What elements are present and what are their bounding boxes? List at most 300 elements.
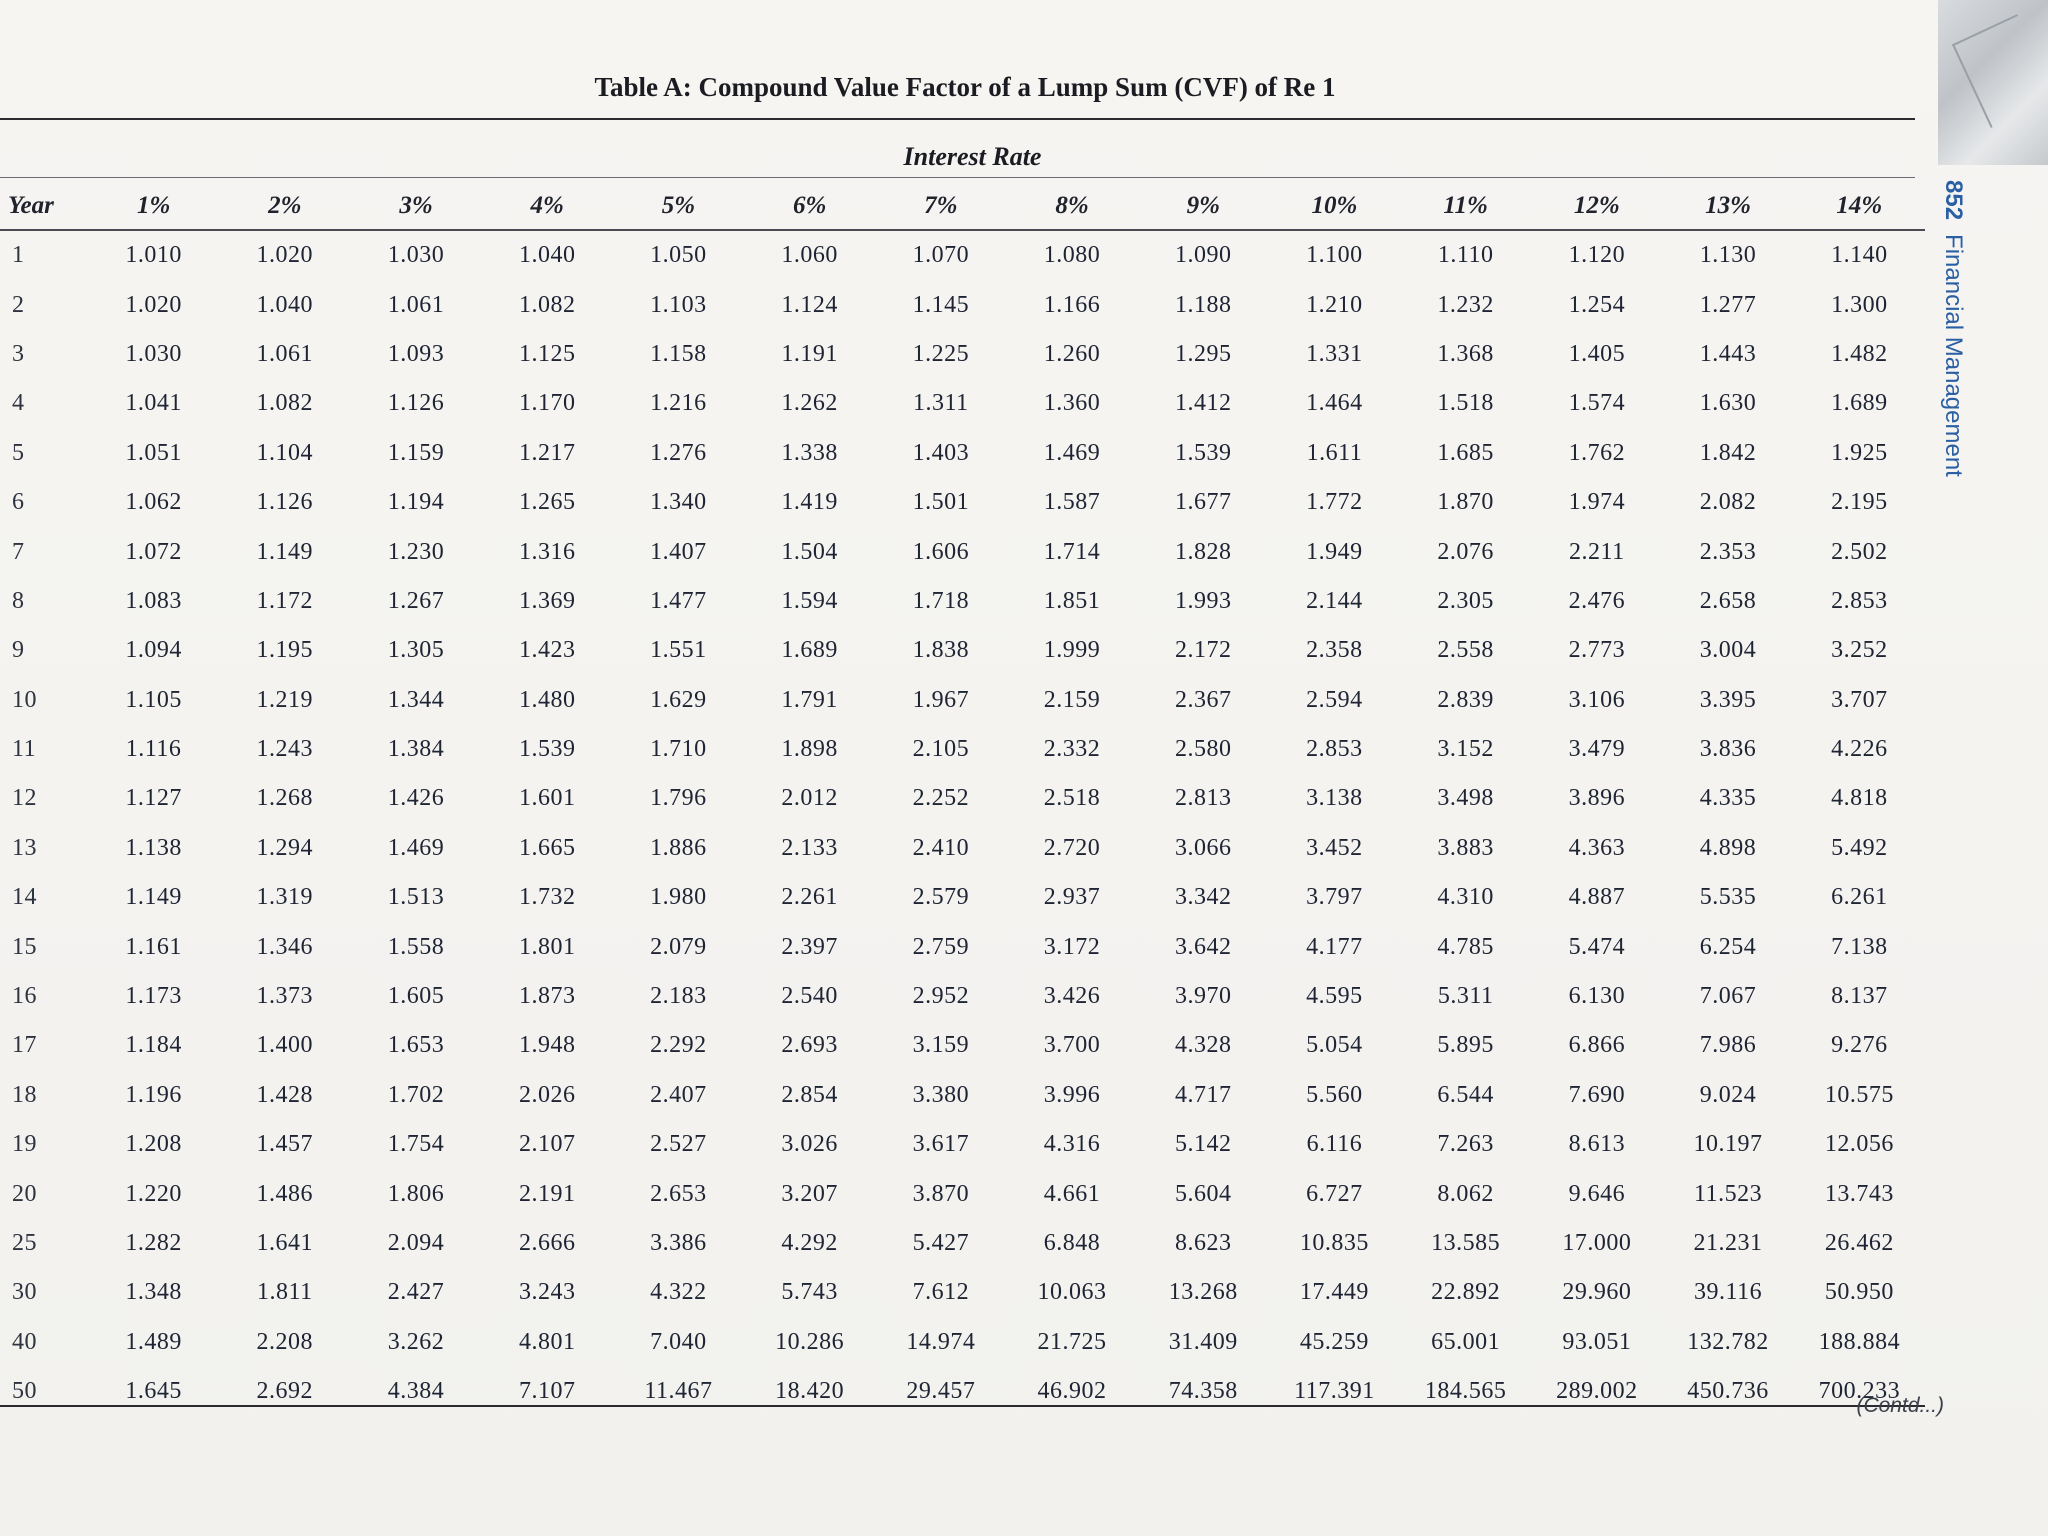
factor-cell: 2.579 (912, 884, 970, 911)
factor-cell: 6.848 (1043, 1230, 1101, 1256)
factor-cell: 117.391 (1294, 1378, 1375, 1405)
factor-cell: 1.641 (256, 1230, 314, 1256)
year-cell: 8 (12, 587, 25, 614)
factor-cell: 6.254 (1699, 933, 1757, 960)
factor-cell: 1.158 (650, 340, 707, 367)
factor-cell: 4.384 (387, 1378, 445, 1405)
factor-cell: 4.316 (1043, 1131, 1101, 1158)
factor-cell: 3.883 (1437, 834, 1494, 861)
table-row (0, 230, 1925, 280)
factor-cell: 1.260 (1043, 340, 1101, 367)
header-rate: 11% (1443, 192, 1488, 219)
factor-cell: 450.736 (1687, 1378, 1769, 1405)
factor-cell: 1.267 (387, 587, 445, 614)
factor-cell: 3.707 (1831, 686, 1888, 713)
factor-cell: 5.895 (1437, 1032, 1494, 1059)
factor-cell: 10.286 (775, 1328, 845, 1355)
factor-cell: 1.277 (1699, 291, 1757, 318)
factor-cell: 2.252 (912, 785, 970, 812)
factor-cell: 1.428 (256, 1081, 314, 1108)
factor-cell: 2.580 (1174, 736, 1232, 763)
factor-cell: 1.120 (1568, 242, 1626, 269)
factor-cell: 1.685 (1437, 439, 1494, 466)
factor-cell: 1.348 (125, 1279, 182, 1306)
table-row (0, 1268, 1925, 1317)
factor-cell: 1.294 (256, 834, 314, 861)
factor-cell: 1.412 (1174, 390, 1232, 417)
factor-cell: 1.040 (256, 291, 314, 318)
factor-cell: 1.949 (1306, 538, 1363, 565)
factor-cell: 1.093 (387, 340, 445, 367)
factor-cell: 1.653 (387, 1032, 445, 1059)
factor-cell: 31.409 (1168, 1328, 1238, 1355)
factor-cell: 1.629 (650, 686, 707, 713)
year-cell: 17 (12, 1032, 37, 1059)
factor-cell: 1.974 (1568, 489, 1626, 516)
header-rate: 12% (1573, 192, 1620, 219)
factor-cell: 2.692 (256, 1378, 314, 1405)
factor-cell: 1.403 (912, 439, 970, 466)
table-row (0, 527, 1925, 576)
factor-cell: 1.518 (1437, 390, 1494, 417)
factor-cell: 1.539 (1174, 439, 1232, 466)
factor-cell: 3.896 (1568, 785, 1626, 812)
factor-cell: 1.405 (1568, 340, 1626, 367)
factor-cell: 2.094 (387, 1230, 445, 1256)
factor-cell: 1.898 (781, 736, 838, 763)
factor-cell: 4.335 (1699, 785, 1757, 812)
factor-cell: 14.974 (906, 1328, 976, 1355)
factor-cell: 2.208 (256, 1328, 314, 1355)
factor-cell: 13.585 (1431, 1230, 1501, 1256)
factor-cell: 1.217 (518, 439, 576, 466)
factor-cell: 1.050 (650, 242, 707, 269)
table-row (0, 1219, 1925, 1268)
factor-cell: 6.727 (1306, 1180, 1363, 1207)
factor-cell: 5.054 (1306, 1032, 1363, 1059)
factor-cell: 6.866 (1568, 1032, 1626, 1059)
factor-cell: 1.338 (781, 439, 838, 466)
factor-cell: 13.268 (1168, 1279, 1238, 1306)
factor-cell: 1.384 (387, 736, 445, 763)
factor-cell: 3.836 (1699, 736, 1757, 763)
factor-cell: 1.188 (1174, 291, 1232, 318)
table-row (0, 379, 1925, 428)
header-rate: 9% (1186, 192, 1220, 219)
factor-cell: 1.999 (1043, 637, 1101, 664)
factor-cell: 93.051 (1562, 1328, 1632, 1355)
table-row (0, 873, 1925, 922)
factor-cell: 45.259 (1299, 1328, 1369, 1355)
factor-cell: 1.718 (912, 587, 970, 614)
subhead-rule (0, 177, 1915, 178)
factor-cell: 5.492 (1831, 834, 1888, 861)
factor-cell: 3.243 (518, 1279, 576, 1306)
factor-cell: 3.252 (1831, 637, 1888, 664)
year-cell: 20 (12, 1180, 37, 1207)
factor-cell: 1.159 (387, 439, 445, 466)
factor-cell: 21.231 (1693, 1230, 1763, 1256)
factor-cell: 3.152 (1437, 736, 1494, 763)
table-row (0, 577, 1925, 626)
factor-cell: 3.207 (781, 1180, 838, 1207)
table-row (0, 1021, 1925, 1070)
year-cell: 4 (12, 390, 25, 417)
factor-cell: 3.004 (1699, 637, 1757, 664)
factor-cell: 2.518 (1043, 785, 1101, 812)
factor-cell: 17.000 (1562, 1230, 1632, 1256)
factor-cell: 1.316 (518, 538, 576, 565)
factor-cell: 1.501 (912, 489, 970, 516)
factor-cell: 2.813 (1174, 785, 1232, 812)
factor-cell: 2.159 (1043, 686, 1101, 713)
factor-cell: 1.419 (781, 489, 838, 516)
factor-cell: 1.268 (256, 785, 314, 812)
factor-cell: 1.925 (1831, 439, 1888, 466)
factor-cell: 1.116 (125, 736, 182, 763)
factor-cell: 11.523 (1693, 1180, 1763, 1207)
factor-cell: 1.426 (387, 785, 445, 812)
year-cell: 2 (12, 291, 25, 318)
header-year: Year (8, 192, 54, 219)
year-cell: 50 (12, 1378, 37, 1405)
header-rate: 7% (924, 192, 958, 219)
factor-cell: 1.082 (256, 390, 314, 417)
factor-cell: 1.276 (650, 439, 707, 466)
factor-cell: 5.142 (1174, 1131, 1232, 1158)
table-row (0, 725, 1925, 774)
factor-cell: 2.082 (1699, 489, 1757, 516)
factor-cell: 1.464 (1306, 390, 1363, 417)
header-rate: 5% (661, 192, 696, 219)
factor-cell: 2.720 (1043, 834, 1101, 861)
factor-cell: 1.551 (650, 637, 707, 664)
factor-cell: 1.216 (650, 390, 707, 417)
factor-cell: 22.892 (1431, 1279, 1501, 1306)
factor-cell: 1.040 (518, 242, 576, 269)
factor-cell: 3.452 (1306, 834, 1363, 861)
factor-cell: 29.457 (906, 1378, 976, 1405)
factor-cell: 13.743 (1824, 1180, 1894, 1207)
factor-cell: 1.020 (125, 291, 182, 318)
header-rate: 4% (530, 192, 564, 219)
page-number: 852 (1940, 180, 1967, 221)
factor-cell: 1.873 (518, 983, 576, 1010)
factor-cell: 1.480 (518, 686, 576, 713)
year-cell: 3 (12, 340, 25, 367)
factor-cell: 2.540 (781, 983, 838, 1010)
factor-cell: 1.126 (387, 390, 445, 417)
factor-cell: 2.172 (1174, 637, 1232, 664)
year-cell: 12 (12, 785, 37, 812)
factor-cell: 1.020 (256, 242, 314, 269)
factor-cell: 1.886 (650, 834, 707, 861)
factor-cell: 2.666 (518, 1230, 576, 1256)
year-cell: 10 (12, 686, 37, 713)
table-row (0, 922, 1925, 971)
year-cell: 19 (12, 1131, 37, 1158)
header-rate: 3% (399, 192, 433, 219)
factor-cell: 6.544 (1437, 1081, 1494, 1108)
factor-cell: 1.300 (1831, 291, 1888, 318)
factor-cell: 1.331 (1306, 340, 1363, 367)
factor-cell: 10.575 (1824, 1081, 1894, 1108)
factor-cell: 1.170 (518, 390, 576, 417)
bottom-rule (0, 1405, 1925, 1407)
factor-cell: 10.197 (1693, 1131, 1763, 1158)
factor-cell: 4.898 (1699, 834, 1757, 861)
factor-cell: 1.100 (1306, 242, 1363, 269)
factor-cell: 2.195 (1831, 489, 1888, 516)
factor-cell: 4.717 (1174, 1081, 1232, 1108)
factor-cell: 1.195 (256, 637, 314, 664)
year-cell: 14 (12, 884, 37, 911)
factor-cell: 4.177 (1306, 933, 1363, 960)
factor-cell: 2.397 (781, 933, 838, 960)
factor-cell: 2.079 (650, 933, 707, 960)
factor-cell: 1.791 (781, 686, 838, 713)
factor-cell: 2.427 (387, 1279, 445, 1306)
factor-cell: 1.105 (125, 686, 182, 713)
factor-cell: 74.358 (1168, 1378, 1238, 1405)
factor-cell: 3.498 (1437, 785, 1494, 812)
factor-cell: 17.449 (1299, 1279, 1369, 1306)
running-head-title: Financial Management (1940, 234, 1967, 477)
factor-cell: 7.263 (1437, 1131, 1494, 1158)
factor-cell: 8.137 (1831, 983, 1888, 1010)
factor-cell: 1.173 (125, 983, 182, 1010)
factor-cell: 1.103 (650, 291, 707, 318)
factor-cell: 5.743 (781, 1279, 838, 1306)
factor-cell: 1.072 (125, 538, 182, 565)
factor-cell: 1.140 (1831, 242, 1888, 269)
year-cell: 11 (12, 736, 37, 763)
continued-note: (Contd...) (1856, 1394, 1944, 1417)
factor-cell: 3.970 (1174, 983, 1232, 1010)
factor-cell: 1.838 (912, 637, 970, 664)
factor-cell: 1.993 (1174, 587, 1232, 614)
factor-cell: 1.051 (125, 439, 182, 466)
header-rate: 14% (1836, 192, 1883, 219)
factor-cell: 1.265 (518, 489, 576, 516)
factor-cell: 11.467 (644, 1378, 713, 1405)
factor-cell: 3.386 (650, 1230, 707, 1256)
factor-cell: 8.623 (1174, 1230, 1232, 1256)
factor-cell: 3.159 (912, 1032, 970, 1059)
factor-cell: 2.353 (1699, 538, 1757, 565)
table-row (0, 626, 1925, 675)
interest-rate-heading: Interest Rate (903, 142, 1042, 171)
factor-cell: 8.613 (1568, 1131, 1626, 1158)
factor-cell: 1.344 (387, 686, 445, 713)
year-cell: 15 (12, 933, 37, 960)
table-row (0, 774, 1925, 823)
factor-cell: 1.295 (1174, 340, 1232, 367)
factor-cell: 1.504 (781, 538, 838, 565)
table-title: Table A: Compound Value Factor of a Lump Sum (CVF) of Re 1 (594, 72, 1336, 102)
table-row (0, 1120, 1925, 1169)
factor-cell: 2.107 (518, 1131, 576, 1158)
running-head (1935, 180, 1975, 520)
factor-cell: 3.479 (1568, 736, 1626, 763)
factor-cell: 1.319 (256, 884, 314, 911)
factor-cell: 1.469 (387, 834, 445, 861)
table-row (0, 429, 1925, 478)
factor-cell: 1.482 (1831, 340, 1888, 367)
factor-cell: 1.254 (1568, 291, 1626, 318)
table-row (0, 972, 1925, 1021)
table-row (0, 1318, 1925, 1367)
factor-cell: 1.061 (387, 291, 445, 318)
factor-cell: 1.161 (125, 933, 182, 960)
factor-cell: 2.012 (781, 785, 838, 812)
factor-cell: 7.040 (650, 1328, 707, 1355)
year-cell: 25 (12, 1230, 37, 1256)
header-rate: 2% (268, 192, 302, 219)
factor-cell: 1.346 (256, 933, 314, 960)
factor-cell: 3.138 (1306, 785, 1363, 812)
factor-cell: 3.797 (1306, 884, 1363, 911)
factor-cell: 1.184 (125, 1032, 182, 1059)
year-cell: 18 (12, 1081, 37, 1108)
factor-cell: 1.606 (912, 538, 970, 565)
factor-cell: 4.887 (1568, 884, 1626, 911)
factor-cell: 4.328 (1174, 1032, 1232, 1059)
factor-cell: 1.732 (518, 884, 576, 911)
factor-cell: 1.611 (1306, 439, 1363, 466)
factor-cell: 2.407 (650, 1081, 707, 1108)
year-cell: 7 (12, 538, 25, 565)
factor-cell: 3.066 (1174, 834, 1232, 861)
factor-cell: 4.801 (518, 1328, 576, 1355)
factor-cell: 2.853 (1831, 587, 1888, 614)
table-row (0, 824, 1925, 873)
factor-cell: 2.367 (1174, 686, 1232, 713)
factor-cell: 7.690 (1568, 1081, 1626, 1108)
factor-cell: 1.262 (781, 390, 838, 417)
table-row (0, 1071, 1925, 1120)
factor-cell: 1.630 (1699, 390, 1757, 417)
factor-cell: 3.700 (1043, 1032, 1101, 1059)
factor-cell: 1.677 (1174, 489, 1232, 516)
year-cell: 13 (12, 834, 37, 861)
factor-cell: 1.772 (1306, 489, 1363, 516)
table-body (0, 230, 1925, 1416)
factor-cell: 1.710 (650, 736, 707, 763)
factor-cell: 1.601 (518, 785, 576, 812)
factor-cell: 1.130 (1699, 242, 1757, 269)
factor-cell: 4.226 (1831, 736, 1888, 763)
factor-cell: 1.194 (387, 489, 445, 516)
factor-cell: 1.062 (125, 489, 182, 516)
factor-cell: 1.083 (125, 587, 182, 614)
factor-cell: 3.426 (1043, 983, 1101, 1010)
factor-cell: 2.594 (1306, 686, 1363, 713)
factor-cell: 1.702 (387, 1081, 445, 1108)
factor-cell: 1.851 (1043, 587, 1101, 614)
factor-cell: 1.443 (1699, 340, 1757, 367)
factor-cell: 1.373 (256, 983, 314, 1010)
factor-cell: 3.395 (1699, 686, 1757, 713)
factor-cell: 1.811 (257, 1279, 313, 1306)
factor-cell: 2.076 (1437, 538, 1494, 565)
year-cell: 16 (12, 983, 37, 1010)
factor-cell: 46.902 (1037, 1378, 1107, 1405)
factor-cell: 2.658 (1699, 587, 1757, 614)
table-row (0, 330, 1925, 379)
table-row (0, 280, 1925, 329)
factor-cell: 2.502 (1831, 538, 1888, 565)
table-header-row (0, 183, 1925, 230)
header-rate: 6% (792, 192, 827, 219)
factor-cell: 1.196 (125, 1081, 182, 1108)
factor-cell: 1.360 (1043, 390, 1101, 417)
factor-cell: 4.818 (1831, 785, 1888, 812)
header-rate: 13% (1705, 192, 1751, 219)
factor-cell: 7.612 (912, 1279, 970, 1306)
factor-cell: 4.595 (1306, 983, 1363, 1010)
factor-cell: 10.835 (1299, 1230, 1369, 1256)
factor-cell: 6.116 (1306, 1131, 1363, 1158)
top-rule (0, 118, 1915, 120)
factor-cell: 4.310 (1437, 884, 1494, 911)
factor-cell: 39.116 (1693, 1279, 1763, 1306)
factor-cell: 1.030 (125, 340, 182, 367)
factor-cell: 3.172 (1043, 933, 1101, 960)
factor-cell: 2.839 (1437, 686, 1494, 713)
factor-cell: 3.342 (1174, 884, 1232, 911)
factor-cell: 2.653 (650, 1180, 707, 1207)
factor-cell: 29.960 (1562, 1279, 1632, 1306)
factor-cell: 1.243 (256, 736, 314, 763)
header-rate: 1% (136, 192, 171, 219)
factor-cell: 21.725 (1037, 1328, 1107, 1355)
factor-cell: 9.276 (1831, 1032, 1888, 1059)
factor-cell: 6.130 (1568, 983, 1626, 1010)
year-cell: 5 (12, 439, 25, 466)
factor-cell: 1.061 (256, 340, 314, 367)
factor-cell: 1.282 (125, 1230, 182, 1256)
factor-cell: 188.884 (1818, 1328, 1901, 1355)
factor-cell: 1.208 (125, 1131, 182, 1158)
factor-cell: 184.565 (1424, 1378, 1507, 1405)
factor-cell: 7.107 (518, 1378, 576, 1405)
factor-cell: 1.126 (256, 489, 314, 516)
factor-cell: 26.462 (1824, 1230, 1894, 1256)
factor-cell: 1.605 (387, 983, 445, 1010)
factor-cell: 5.427 (912, 1230, 970, 1256)
factor-cell: 1.070 (912, 242, 970, 269)
factor-cell: 4.661 (1043, 1180, 1101, 1207)
factor-cell: 1.060 (781, 242, 838, 269)
factor-cell: 2.144 (1306, 587, 1363, 614)
table-row (0, 1169, 1925, 1218)
factor-cell: 2.527 (650, 1131, 707, 1158)
year-cell: 9 (12, 637, 25, 664)
factor-cell: 2.773 (1568, 637, 1626, 664)
factor-cell: 1.305 (387, 637, 445, 664)
factor-cell: 4.322 (650, 1279, 707, 1306)
factor-cell: 3.262 (387, 1328, 445, 1355)
factor-cell: 1.558 (387, 933, 445, 960)
factor-cell: 1.145 (912, 291, 970, 318)
factor-cell: 1.191 (781, 340, 838, 367)
factor-cell: 3.026 (781, 1131, 838, 1158)
year-cell: 40 (12, 1328, 37, 1355)
factor-cell: 2.191 (518, 1180, 576, 1207)
table-row (0, 1367, 1925, 1416)
factor-cell: 1.104 (256, 439, 314, 466)
